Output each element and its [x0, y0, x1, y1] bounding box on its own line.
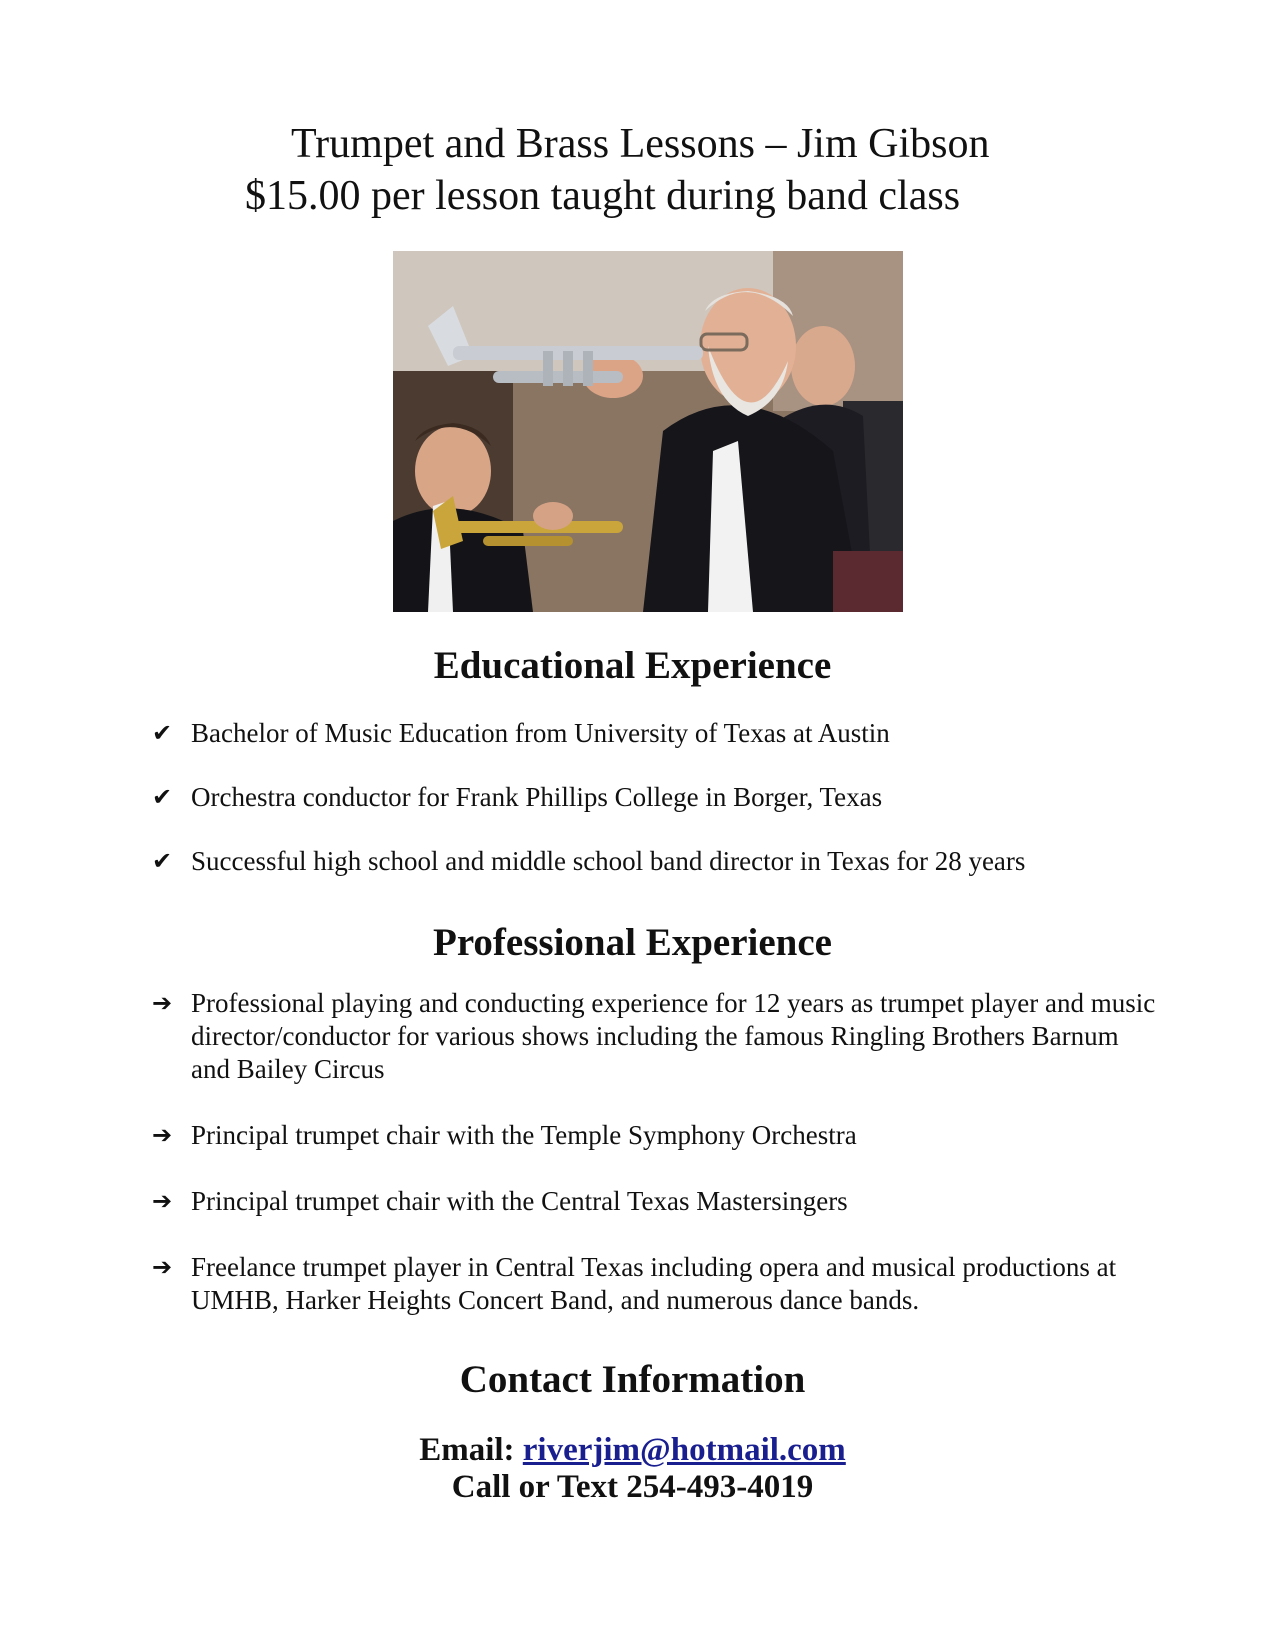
- list-item: [152, 781, 1162, 814]
- professional-experience-heading: Professional Experience: [433, 921, 832, 964]
- checkmark-icon: ✔: [152, 783, 173, 811]
- education-item-text: Successful high school and middle school band director in Texas for 28 years: [191, 846, 1026, 876]
- professional-item-text: Principal trumpet chair with the Temple Symphony Orchestra: [191, 1120, 857, 1150]
- arrow-right-icon: ➔: [152, 1253, 173, 1281]
- education-item-text: Bachelor of Music Education from University of Texas at Austin: [191, 718, 890, 748]
- email-link[interactable]: riverjim@hotmail.com: [522, 1432, 846, 1468]
- education-item-text: Orchestra conductor for Frank Phillips College in Borger, Texas: [191, 782, 883, 812]
- list-item: [152, 1185, 1162, 1218]
- photo-illustration: [393, 251, 903, 612]
- list-item: [152, 987, 1162, 1086]
- professional-item-text: Principal trumpet chair with the Central Texas Mastersingers: [191, 1186, 848, 1216]
- professional-item-text: Professional playing and conducting experience for 12 years as trumpet player and music director/conductor for various shows including the famous Ringling Brothers Barnum and Bailey Circus: [191, 988, 1156, 1084]
- list-item: [152, 717, 1162, 750]
- trumpet-player-photo: [393, 251, 903, 612]
- list-item: [152, 845, 1162, 878]
- email-line: [0, 1432, 1265, 1469]
- arrow-right-icon: ➔: [152, 989, 173, 1017]
- list-item: [152, 1251, 1162, 1317]
- professional-item-text: Freelance trumpet player in Central Texas including opera and musical productions at UMHB, Harker Heights Concert Band, and numerous dance bands.: [191, 1252, 1117, 1315]
- checkmark-icon: ✔: [152, 719, 173, 747]
- arrow-right-icon: ➔: [152, 1121, 173, 1149]
- arrow-right-icon: ➔: [152, 1187, 173, 1215]
- phone-line: Call or Text 254-493-4019: [451, 1469, 814, 1505]
- educational-experience-heading: Educational Experience: [433, 644, 832, 687]
- contact-information-heading: Contact Information: [459, 1358, 806, 1401]
- list-item: [152, 1119, 1162, 1152]
- checkmark-icon: ✔: [152, 847, 173, 875]
- page-title: Trumpet and Brass Lessons – Jim Gibson: [291, 121, 990, 167]
- price-line: $15.00 per lesson taught during band class: [245, 173, 961, 219]
- email-label: Email:: [419, 1432, 515, 1468]
